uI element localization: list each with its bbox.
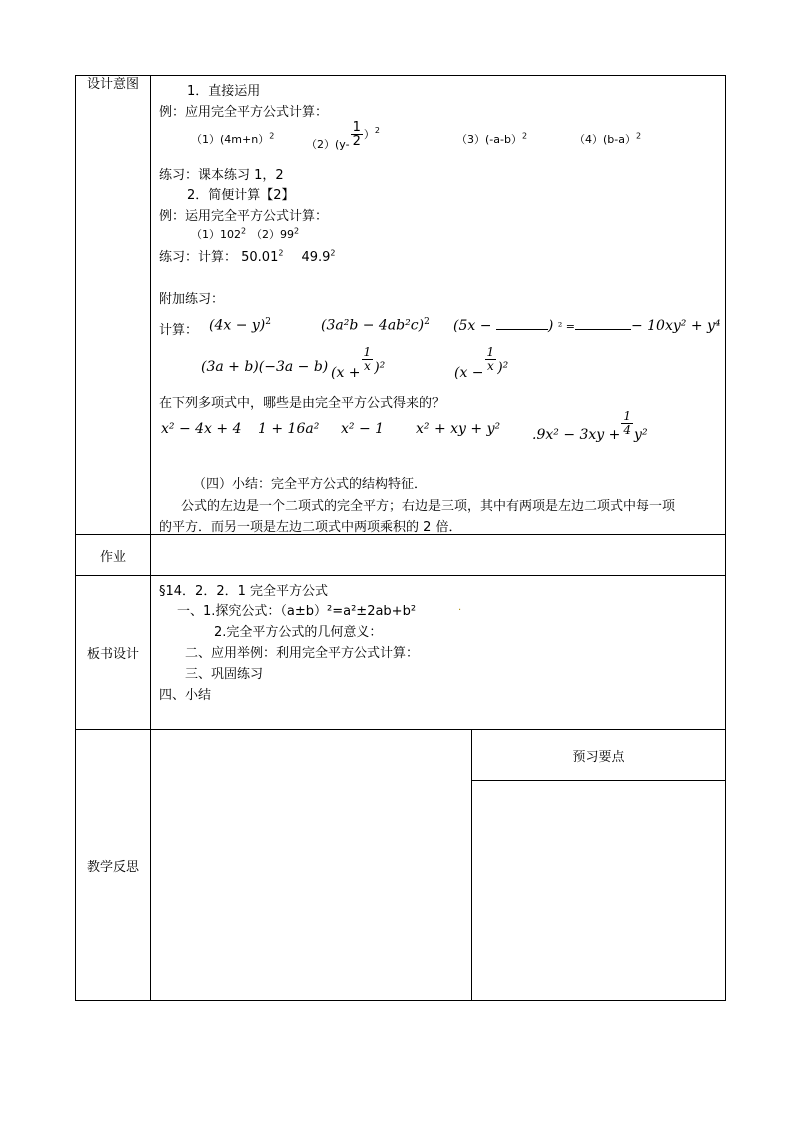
board-design-content bbox=[151, 576, 726, 730]
reflection-row bbox=[76, 730, 726, 1001]
problem-4: （4）(b-a）$^2$ bbox=[574, 131, 642, 146]
stray-mark: . bbox=[458, 602, 462, 613]
extra-practice-title: 附加练习： bbox=[159, 292, 225, 307]
design-intent-row bbox=[76, 76, 726, 535]
poly-4: x² + xy + y² bbox=[416, 421, 501, 437]
poly-1: x² − 4x + 4 bbox=[161, 421, 242, 437]
fill-blank-2[interactable] bbox=[575, 317, 631, 330]
fill-blank-1[interactable] bbox=[496, 317, 548, 330]
reflection-notes-area[interactable] bbox=[151, 730, 472, 1000]
homework-label: 作业 bbox=[76, 535, 151, 576]
homework-row bbox=[76, 535, 726, 576]
poly-2: 1 + 16a² bbox=[258, 421, 320, 437]
expr-6: (x − $\frac{1}{x}$ )² bbox=[454, 345, 509, 381]
design-intent-content bbox=[151, 76, 726, 535]
preview-title: 预习要点 bbox=[572, 749, 625, 765]
homework-content bbox=[151, 535, 726, 576]
question-text: 在下列多项式中，哪些是由完全平方公式得来的？ bbox=[159, 396, 446, 411]
expr-3: (5x − ) ² = − 10xy² + y⁴ bbox=[453, 318, 721, 334]
poly-5: .9x² − 3xy + $\frac{1}{4}$ y² bbox=[532, 409, 648, 443]
section1-title: 1．直接运用 bbox=[187, 84, 261, 99]
section2-problem-1: $(1)102^2$ bbox=[191, 226, 247, 241]
reflection-content bbox=[151, 730, 726, 1001]
section1-practice: 练习：课本练习 1，2 bbox=[159, 168, 284, 183]
section2-problem-2: $(2)99^2$ bbox=[251, 226, 300, 241]
board-line-4: 二、应用举例：利用完全平方公式计算： bbox=[185, 646, 420, 661]
problem-2: （2）(y- $\frac{1}{2}$ ）$^2$ bbox=[306, 120, 380, 151]
expr-5: (x + $\frac{1}{x}$ )² bbox=[331, 345, 386, 381]
section2-example: 例：运用完全平方公式计算： bbox=[159, 209, 329, 224]
summary-title: （四）小结：完全平方公式的结构特征． bbox=[193, 477, 428, 492]
reflection-label: 教学反思 bbox=[76, 730, 151, 1001]
board-design-label: 板书设计 bbox=[76, 576, 151, 730]
preview-title-cell bbox=[472, 730, 725, 781]
reflection-inner-table bbox=[151, 730, 725, 1000]
board-line-2: 一、1.探究公式：（a±b）²=a²±2ab+b² bbox=[177, 604, 417, 619]
problem-1: （1）(4m+n）$^2$ bbox=[191, 131, 275, 146]
section2-title: 2．简便计算【2】 bbox=[187, 188, 295, 203]
board-line-5: 三、巩固练习 bbox=[185, 667, 264, 682]
section1-example: 例：应用完全平方公式计算： bbox=[159, 105, 329, 120]
summary-line-1: 公式的左边是一个二项式的完全平方；右边是三项，其中有两项是左边二项式中每一项 bbox=[181, 499, 676, 514]
section2-practice: 练习：计算： 50.01$^2$ 49.9$^2$ bbox=[159, 248, 336, 265]
board-line-6: 四、小结 bbox=[159, 688, 212, 703]
board-line-3: 2.完全平方公式的几何意义： bbox=[214, 625, 383, 640]
calc-label: 计算： bbox=[159, 323, 199, 338]
board-line-1: §14．2．2．1 完全平方公式 bbox=[159, 584, 328, 599]
expr-4: (3a + b)(−3a − b) bbox=[201, 359, 329, 375]
expr-1: $(4x - y)^2$ bbox=[209, 317, 272, 334]
board-design-row bbox=[76, 576, 726, 730]
expr-2: $(3a^2b - 4ab^2c)^2$ bbox=[321, 317, 430, 334]
poly-3: x² − 1 bbox=[341, 421, 385, 437]
problem-3: （3）(-a-b）$^2$ bbox=[456, 131, 528, 146]
summary-line-2: 的平方．而另一项是左边二项式中两项乘积的 2 倍． bbox=[159, 520, 462, 535]
design-intent-label: 设计意图 bbox=[76, 76, 151, 535]
lesson-plan-table bbox=[75, 75, 726, 1001]
preview-content-cell[interactable] bbox=[472, 781, 725, 1001]
